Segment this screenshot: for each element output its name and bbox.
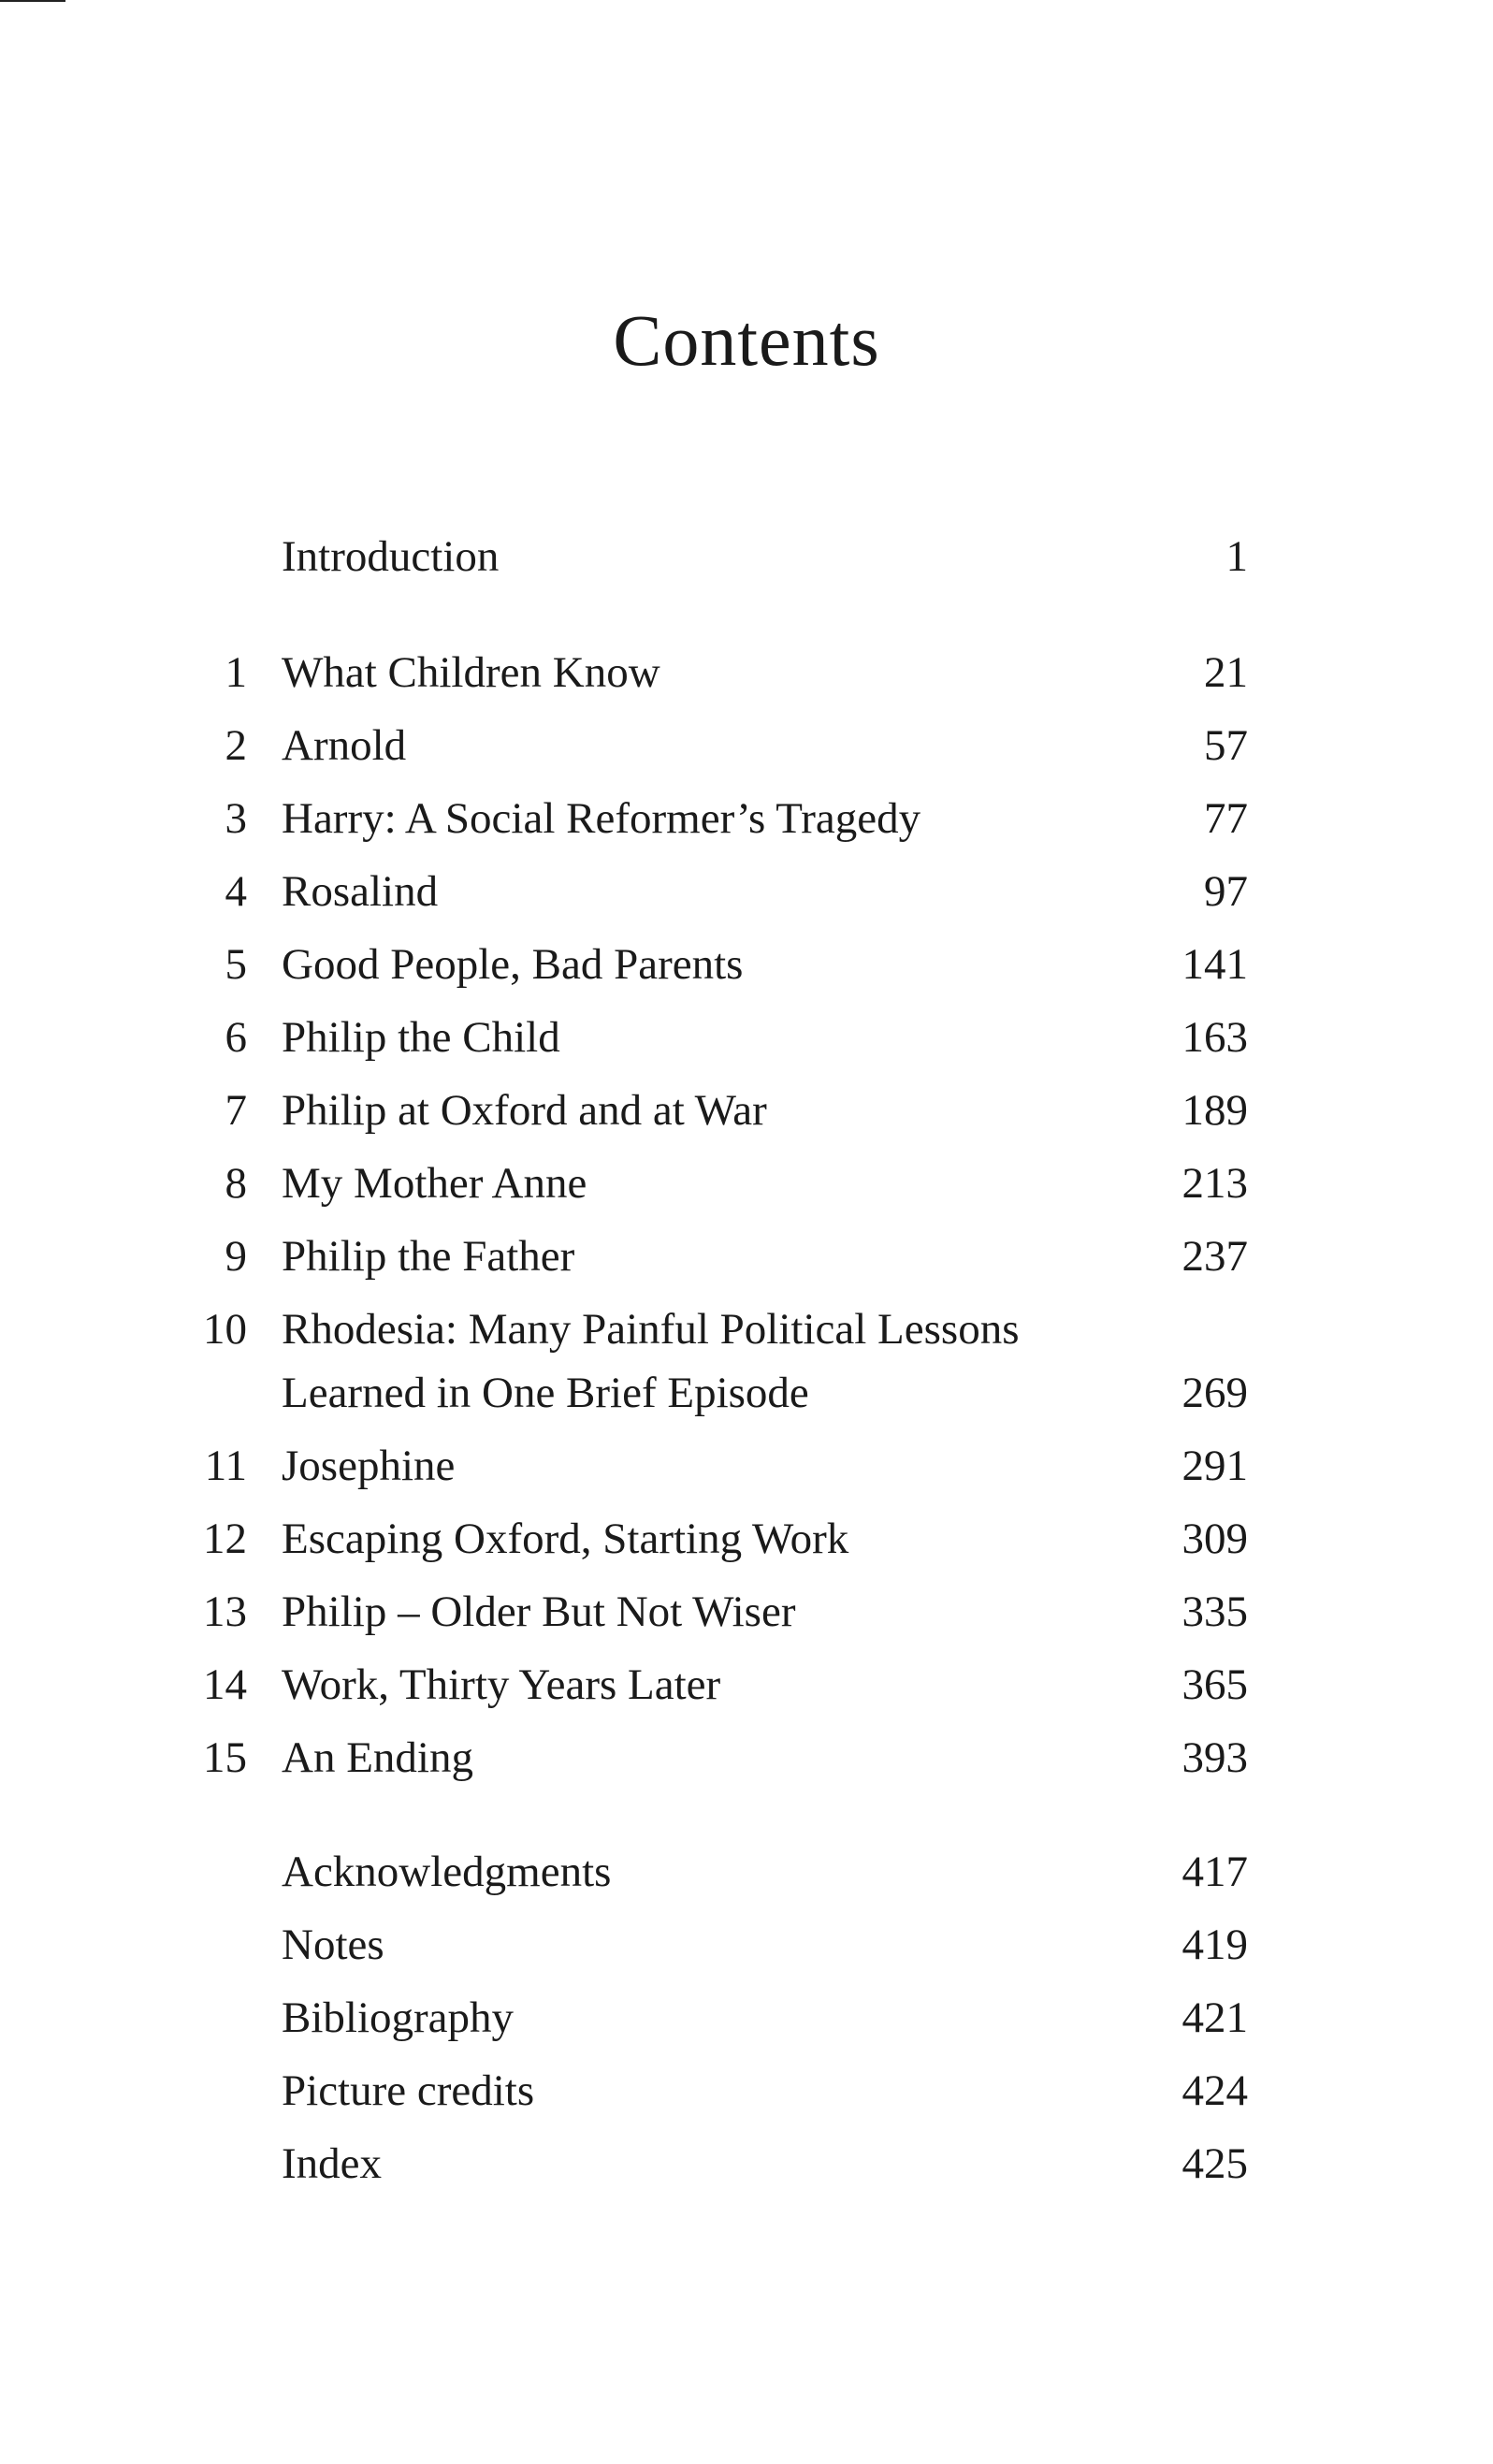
entry-page-number: 97	[1204, 867, 1248, 916]
entry-title: Bibliography	[282, 1993, 515, 2042]
entry-page-number: 335	[1181, 1587, 1248, 1636]
toc-entry-back-matter[interactable]	[0, 1850, 1493, 1905]
toc-entry-introduction[interactable]	[0, 532, 1493, 589]
entry-title: Index	[282, 2139, 383, 2188]
entry-title: Josephine	[282, 1442, 456, 1490]
entry-title: Philip at Oxford and at War	[282, 1086, 767, 1135]
toc-entry-chapter[interactable]	[0, 794, 1493, 851]
entry-page-number: 421	[1181, 1993, 1248, 2042]
chapter-number: 6	[225, 1013, 247, 1062]
toc-entry-back-matter[interactable]	[0, 2139, 1493, 2196]
toc-entry-chapter[interactable]	[0, 1517, 1493, 1572]
chapter-number: 5	[225, 940, 247, 989]
entry-page-number: 365	[1181, 1660, 1248, 1709]
toc-entry-chapter[interactable]	[0, 1232, 1493, 1289]
chapter-number: 10	[203, 1305, 247, 1354]
toc-entry-chapter[interactable]	[0, 1159, 1493, 1216]
chapter-number: 8	[225, 1159, 247, 1208]
entry-title: Rosalind	[282, 867, 439, 916]
chapter-number: 9	[225, 1232, 247, 1281]
entry-page-number: 213	[1181, 1159, 1248, 1208]
toc-entry-chapter[interactable]	[0, 1013, 1493, 1070]
entry-title: Philip – Older But Not Wiser	[282, 1587, 796, 1636]
toc-entry-chapter[interactable]	[0, 1444, 1493, 1499]
entry-title: Acknowledgments	[282, 1848, 612, 1896]
toc-entry-chapter[interactable]	[0, 1587, 1493, 1645]
toc-entry-back-matter[interactable]	[0, 1920, 1493, 1978]
entry-page-number: 77	[1204, 794, 1248, 843]
toc-entry-chapter-continued[interactable]	[0, 1371, 1493, 1426]
entry-title: Good People, Bad Parents	[282, 940, 744, 989]
entry-title: Introduction	[282, 532, 500, 581]
entry-title-line-2: Learned in One Brief Episode	[282, 1369, 809, 1417]
chapter-number: 4	[225, 867, 247, 916]
entry-title: Picture credits	[282, 2066, 535, 2115]
entry-title: Harry: A Social Reformer’s Tragedy	[282, 794, 921, 843]
entry-title: Philip the Father	[282, 1232, 575, 1281]
toc-entry-chapter[interactable]	[0, 1305, 1493, 1362]
toc-entry-back-matter[interactable]	[0, 2066, 1493, 2123]
chapter-number: 2	[225, 721, 247, 770]
entry-title: What Children Know	[282, 648, 660, 697]
page-title: Contents	[613, 299, 880, 381]
toc-entry-chapter[interactable]	[0, 1086, 1493, 1143]
chapter-number: 3	[225, 794, 247, 843]
chapter-number: 14	[203, 1660, 247, 1709]
toc-entry-chapter[interactable]	[0, 867, 1493, 924]
chapter-number: 13	[203, 1587, 247, 1636]
entry-page-number: 21	[1204, 648, 1248, 697]
entry-title: Notes	[282, 1920, 384, 1969]
entry-title: My Mother Anne	[282, 1159, 587, 1208]
entry-title: Arnold	[282, 721, 407, 770]
entry-page-number: 425	[1181, 2139, 1248, 2188]
entry-page-number: 1	[1225, 532, 1248, 581]
toc-entry-chapter[interactable]	[0, 721, 1493, 778]
toc-entry-chapter[interactable]	[0, 940, 1493, 997]
entry-page-number: 189	[1181, 1086, 1248, 1135]
entry-title-line-1: Rhodesia: Many Painful Political Lessons	[282, 1305, 1020, 1354]
entry-page-number: 237	[1181, 1232, 1248, 1281]
entry-page-number: 424	[1181, 2066, 1248, 2115]
entry-title: An Ending	[282, 1733, 473, 1782]
chapter-number: 12	[203, 1515, 247, 1563]
toc-entry-back-matter[interactable]	[0, 1993, 1493, 2051]
chapter-number: 11	[204, 1442, 247, 1490]
entry-page-number: 291	[1181, 1442, 1248, 1490]
toc-entry-chapter[interactable]	[0, 1733, 1493, 1790]
toc-entry-chapter[interactable]	[0, 648, 1493, 705]
chapter-number: 1	[225, 648, 247, 697]
toc-entry-chapter[interactable]	[0, 1660, 1493, 1718]
entry-title: Work, Thirty Years Later	[282, 1660, 721, 1709]
entry-title: Philip the Child	[282, 1013, 560, 1062]
entry-page-number: 163	[1181, 1013, 1248, 1062]
chapter-number: 15	[203, 1733, 247, 1782]
chapter-number: 7	[225, 1086, 247, 1135]
entry-title: Escaping Oxford, Starting Work	[282, 1515, 849, 1563]
entry-page-number: 419	[1181, 1920, 1248, 1969]
entry-page-number: 417	[1181, 1848, 1248, 1896]
entry-page-number: 269	[1181, 1369, 1248, 1417]
entry-page-number: 309	[1181, 1515, 1248, 1563]
entry-page-number: 393	[1181, 1733, 1248, 1782]
entry-page-number: 141	[1181, 940, 1248, 989]
entry-page-number: 57	[1204, 721, 1248, 770]
